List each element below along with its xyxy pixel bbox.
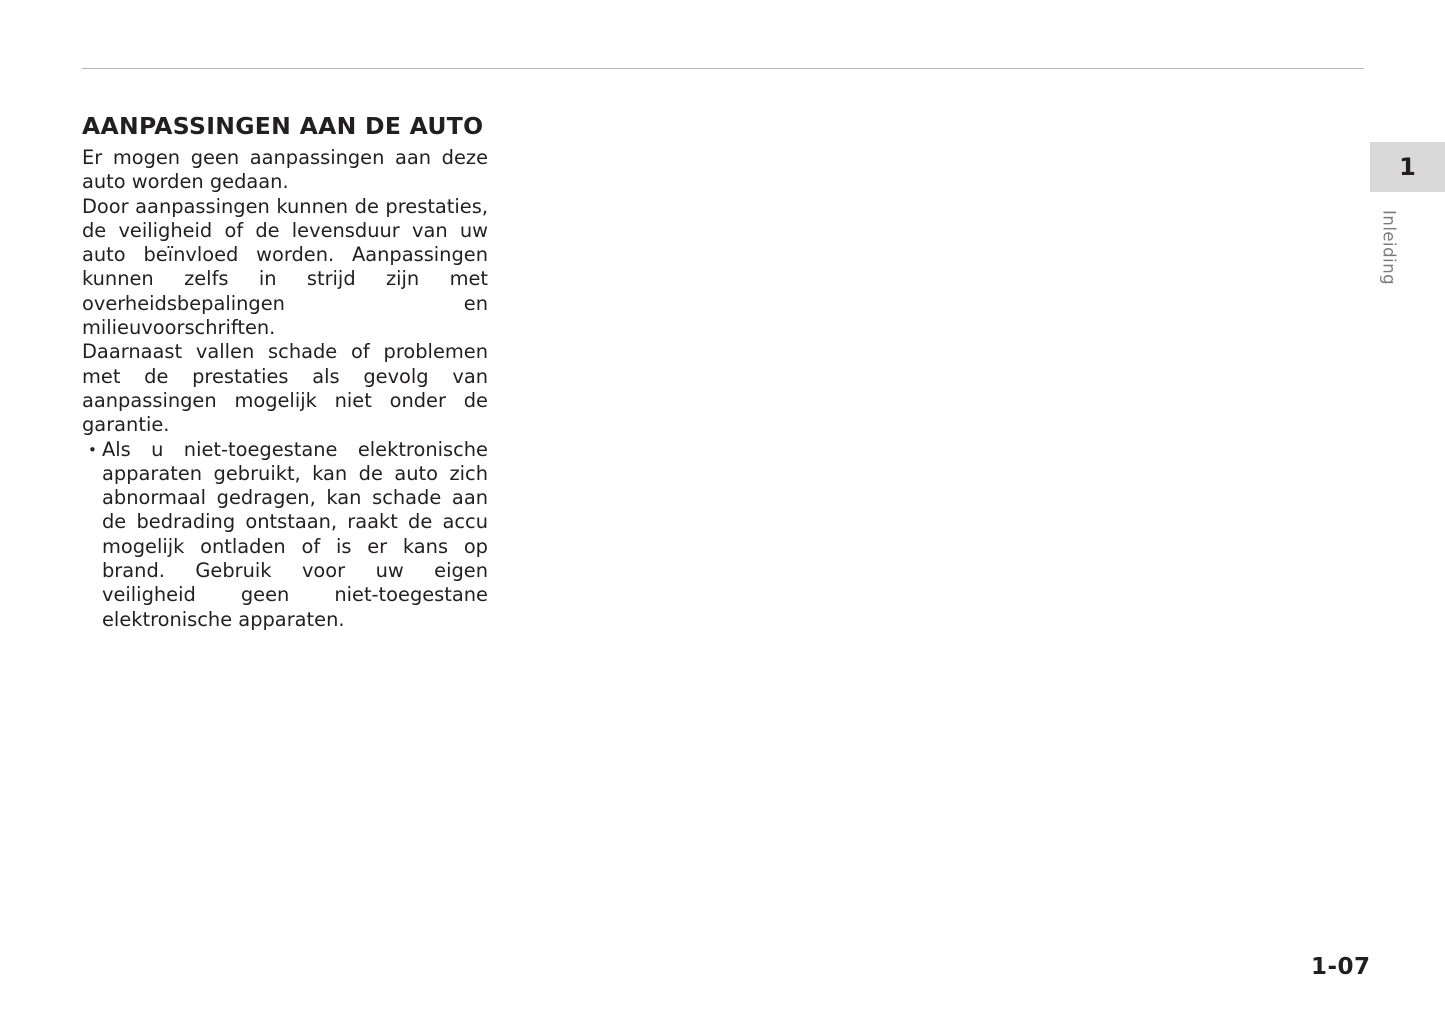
list-item (82, 438, 488, 632)
page-number: 1-07 (1311, 954, 1371, 980)
chapter-number: 1 (1399, 153, 1416, 181)
bullet-marker-icon: • (88, 440, 97, 459)
body-text-column (82, 146, 488, 632)
paragraph: Door aanpassingen kunnen de prestaties, de veiligheid of de levensduur van uw auto beïnvloed worden. Aanpassingen kunnen zelfs in strijd zijn met overheidsbepalingen en milieuvoorschriften. (82, 194, 488, 340)
paragraph: Daarnaast vallen schade of problemen met de prestaties als gevolg van aanpassingen mogelijk niet onder de garantie. (82, 340, 488, 437)
header-divider (82, 68, 1364, 69)
page-title: AANPASSINGEN AAN DE AUTO (82, 111, 484, 140)
list-item-text: Als u niet-toegestane elektronische apparaten gebruikt, kan de auto zich abnormaal gedragen, kan schade aan de bedrading ontstaan, raakt de accu mogelijk ontladen of is er kans op brand. Gebruik voor uw eigen veiligheid geen niet-toegestane elektronische apparaten. (102, 437, 488, 631)
paragraph: Er mogen geen aanpassingen aan deze auto worden gedaan. (82, 146, 488, 194)
chapter-label (1374, 210, 1404, 350)
bullet-list (82, 438, 488, 632)
chapter-tab (1370, 142, 1445, 192)
chapter-label-text: Inleiding (1379, 210, 1399, 286)
